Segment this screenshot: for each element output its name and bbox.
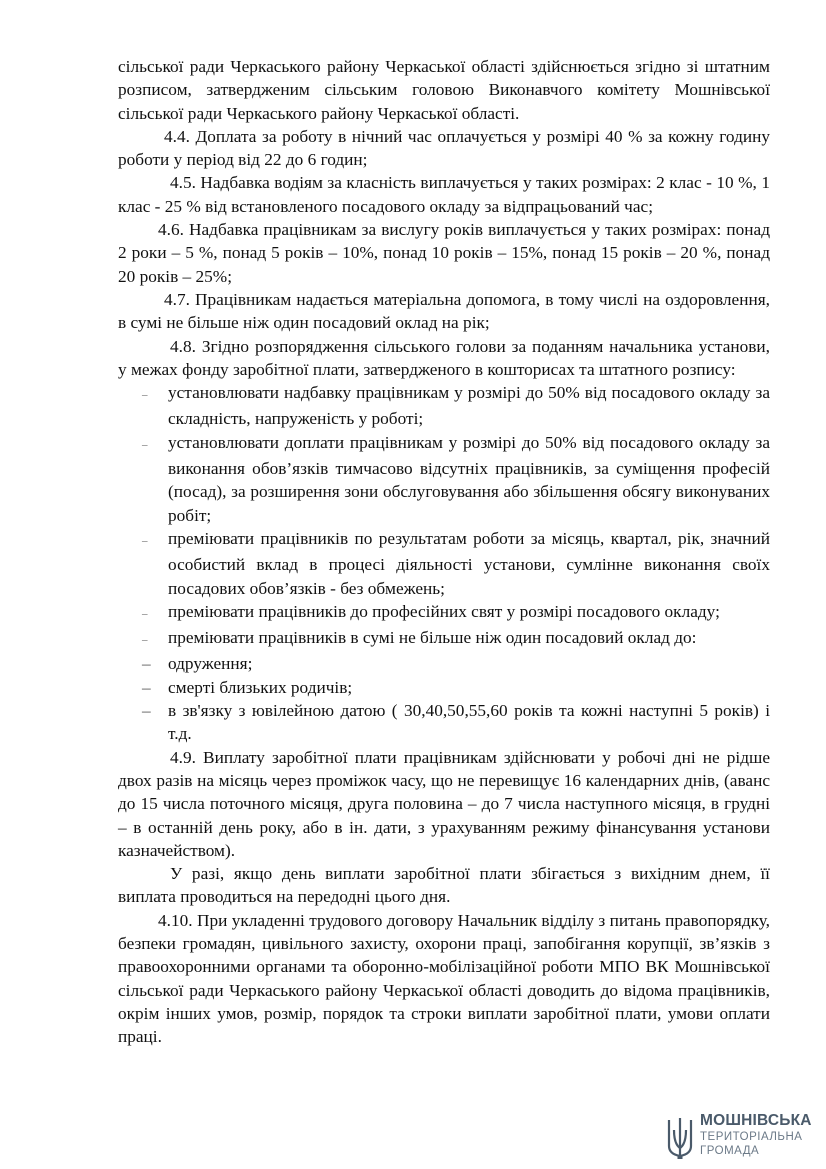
dash-bullet: – [142,677,151,697]
logo-subtitle: ТЕРИТОРІАЛЬНА [700,1131,803,1143]
list-item-text: преміювати працівників по результатам роботи за місяць, квартал, рік, значний особистий вклад в процесі діяльності установи, сумлінне виконання своїх посадових обов’язків - без обмежень; [168,528,770,598]
list-item [118,381,770,431]
dash-bullet: – [142,534,148,547]
paragraph-intro: сільської ради Черкаського району Черкаської області здійснюється згідно зі штатним розписом, затвердженим сільським головою Виконавчого комітету Мошнівської сільської ради Черкаського району Черкаської області. [118,57,770,123]
paragraph-4-7: 4.7. Працівникам надається матеріальна допомога, в тому числі на оздоровлення, в сумі не більше ніж один посадовий оклад на рік; [118,289,770,333]
dash-bullet: – [142,607,148,620]
paragraph-4-4: 4.4. Доплата за роботу в нічний час оплачується у розмірі 40 % за кожну годину роботи у період від 22 до 6 годин; [118,126,770,170]
list-item-text: смерті близьких родичів; [168,677,353,697]
list-item [118,626,770,652]
list-item-text: преміювати працівників в сумі не більше ніж один посадовий оклад до: [168,628,697,648]
list-item [118,652,770,675]
list-item [118,699,770,746]
list-item-text: установлювати надбавку працівникам у розмірі до 50% від посадового окладу за складність, напруженість у роботі; [168,383,770,429]
paragraph-4-5: 4.5. Надбавка водіям за класність виплачується у таких розмірах: 2 клас - 10 %, 1 клас - 25 % від встановленого посадового окладу за відпрацьований час; [118,173,770,216]
community-logo [666,1112,816,1164]
paragraph-4-9: 4.9. Виплату заробітної плати працівникам здійснювати у робочі дні не рідше двох разів на місяць через проміжок часу, що не перевищує 16 календарних днів, (аванс до 15 числа поточного місяця, друга половина – до 7 числа наступного місяця, в грудні – в останній день року, або в ін. дати, з урахуванням режиму фінансування установи казначейством). [118,747,770,860]
logo-title: МОШНІВСЬКА [700,1112,812,1129]
list-item [118,527,770,600]
list-item [118,600,770,626]
logo-subtitle-2: ГРОМАДА [700,1145,760,1157]
paragraph-4-10: 4.10. При укладенні трудового договору Начальник відділу з питань правопорядку, безпеки громадян, цивільного захисту, охорони праці, запобігання корупції, зв’язків з правоохоронними органами та оборонно-мобілізаційної роботи МПО ВК Мошнівської сільської ради Черкаського району Черкаської області доводить до відома працівників, окрім інших умов, розмір, порядок та строки виплати заробітної плати, умови оплати праці. [118,910,770,1047]
trident-icon [666,1116,694,1160]
list-item-text: в зв'язку з ювілейною датою ( 30,40,50,55,60 років та кожні наступні 5 років) і т.д. [168,701,770,744]
document-page [118,55,770,1048]
paragraph-4-8: 4.8. Згідно розпорядження сільського голови за поданням начальника установи, у межах фонду заробітної плати, затвердженого в кошторисах та штатного розпису: [118,336,770,379]
list-item-text: одруження; [168,654,253,674]
dash-bullet: – [142,701,151,721]
dash-bullet: – [142,634,148,647]
list-item [118,431,770,527]
dash-bullet: – [142,389,148,402]
paragraph-weekend: У разі, якщо день виплати заробітної плати збігається з вихідним днем, її виплата проводиться на передодні цього дня. [118,864,770,907]
paragraph-4-6: 4.6. Надбавка працівникам за вислугу років виплачується у таких розмірах: понад 2 роки – 5 %, понад 5 років – 10%, понад 10 років – 15%, понад 15 років – 20 %, понад 20 років – 25%; [118,220,770,286]
list-item-text: установлювати доплати працівникам у розмірі до 50% від посадового окладу за виконання обов’язків тимчасово відсутніх працівників, за суміщення професій (посад), за розширення зони обслуговування або збільшення обсягу виконуваних робіт; [168,432,770,525]
list-item-text: преміювати працівників до професійних свят у розмірі посадового окладу; [168,601,720,621]
list-item [118,676,770,699]
dash-bullet: – [142,654,151,674]
dash-bullet: – [142,438,148,451]
